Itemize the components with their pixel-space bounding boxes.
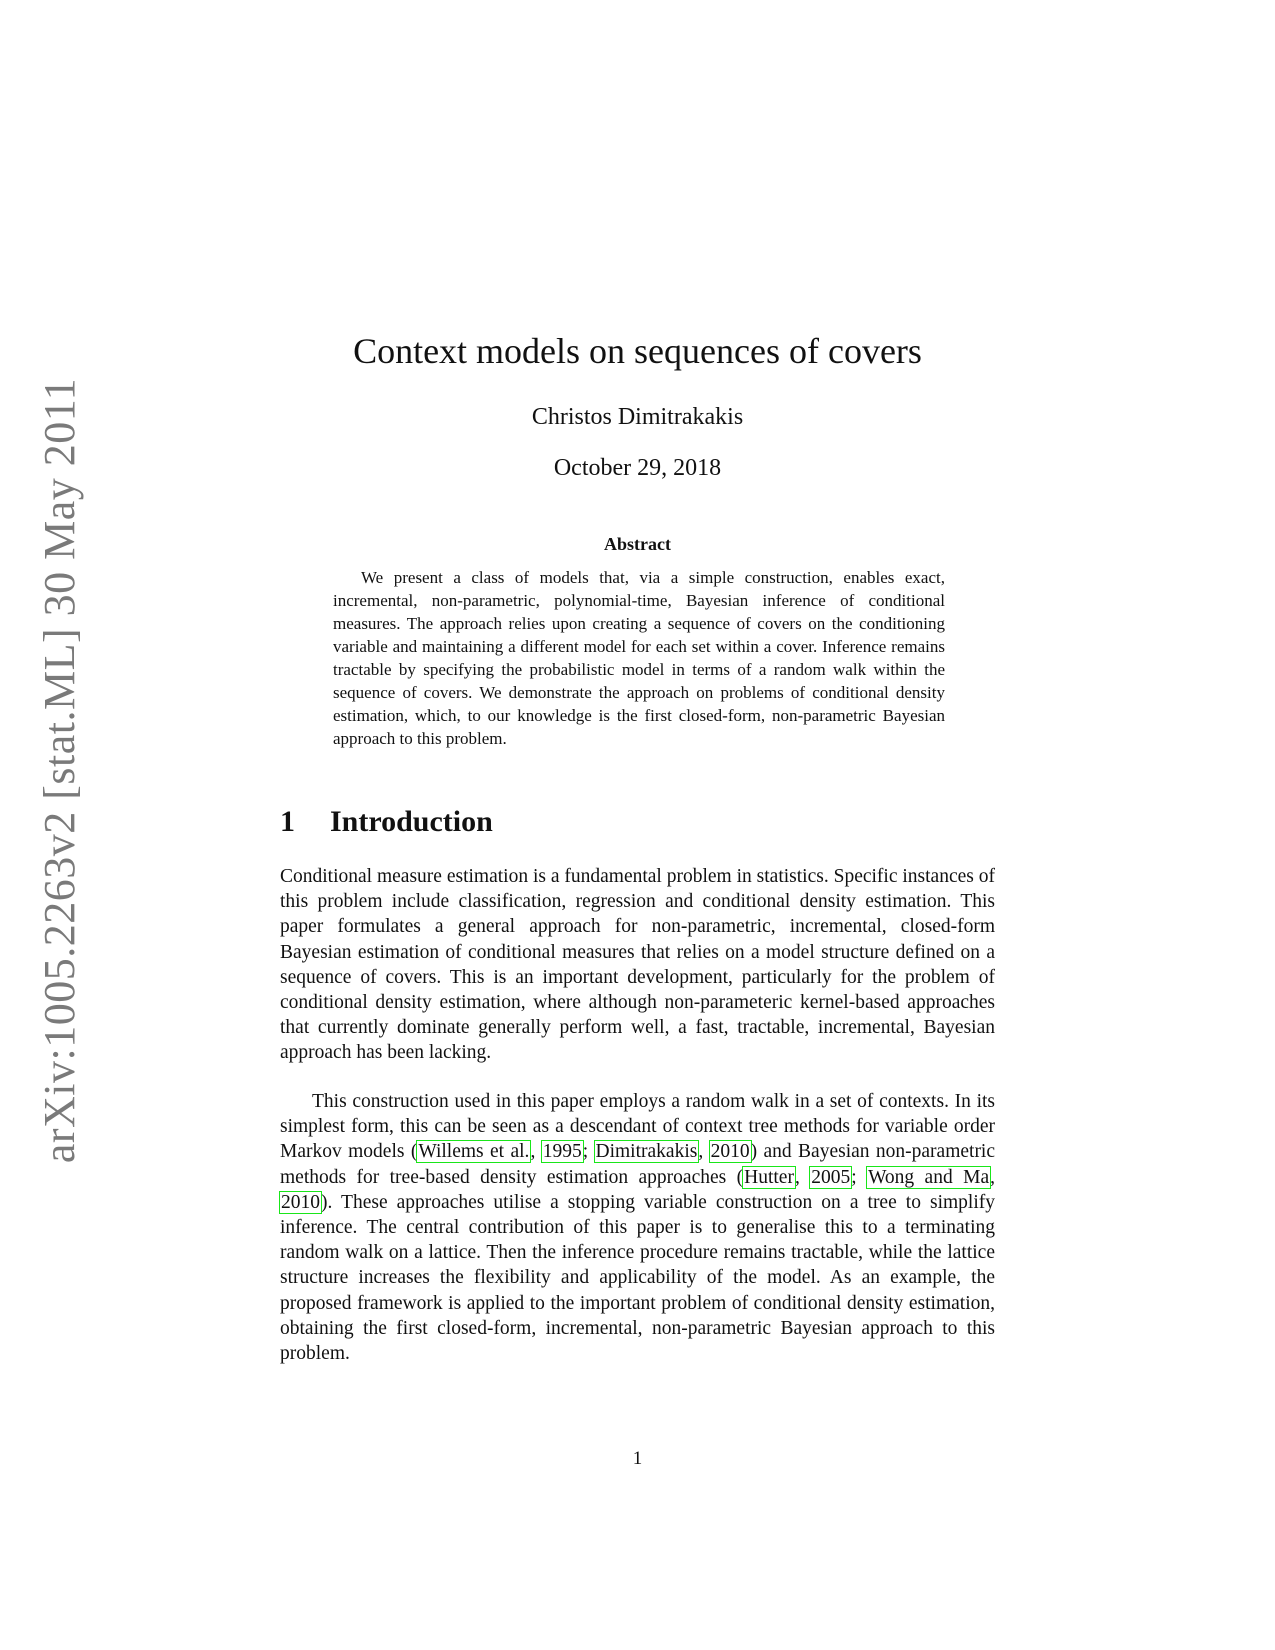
paragraph-text: ; (851, 1166, 868, 1188)
paper-date: October 29, 2018 (553, 455, 722, 481)
paragraph-text: , (794, 1166, 811, 1188)
citation-link[interactable]: Dimitrakakis (595, 1141, 698, 1163)
abstract-heading: Abstract (604, 534, 671, 554)
paragraph-text: , (530, 1141, 542, 1163)
paragraph-text: ; (582, 1141, 595, 1163)
citation-link[interactable]: Willems et al. (418, 1141, 530, 1163)
intro-paragraph-2 (280, 1089, 995, 1366)
paragraph-text: ). These approaches utilise a stopping variable construction on a tree to simplify inference. The central contribution of this paper is to generalise this to a terminating random walk on a lattice. Then the inference procedure remains tractable, while the lattice structure increases the flexibility and applicability of the model. As an example, the proposed framework is applied to the important problem of conditional density estimation, obtaining the first closed-form, incremental, non-parametric Bayesian approach to this problem. (280, 1191, 995, 1365)
section-heading (280, 805, 493, 839)
paragraph-text: , (698, 1141, 710, 1163)
paragraph-text: This construction used in this paper employs a random walk in a set of contexts. In its simplest form, this can be seen as a descendant of context tree methods for variable order Markov models ( (280, 1091, 995, 1163)
section-number: 1 (280, 805, 295, 838)
arxiv-stamp-text: arXiv:1005.2263v2 [stat.ML] 30 May 2011 (35, 377, 85, 1163)
citation-link[interactable]: Hutter (744, 1166, 794, 1188)
intro-paragraph-1: Conditional measure estimation is a fundamental problem in statistics. Specific instances of this problem include classification, regression and conditional density estimation. This paper formulates a general approach for non-parametric, incremental, closed-form Bayesian estimation of conditional measures that relies on a model structure defined on a sequence of covers. This is an important development, particularly for the problem of conditional density estimation, where although non-parameteric kernel-based approaches that currently dominate generally perform well, a fast, tractable, incremental, Bayesian approach has been lacking. (280, 866, 995, 1064)
section-title: Introduction (330, 805, 493, 838)
abstract-text: We present a class of models that, via a simple construction, enables exact, incremental, non-parametric, polynomial-time, Bayesian inference of conditional measures. The approach relies upon creating a sequence of covers on the conditioning variable and maintaining a different model for each set within a cover. Inference remains tractable by specifying the probabilistic model in terms of a random walk within the sequence of covers. We demonstrate the approach on problems of conditional density estimation, which, to our knowledge is the first closed-form, non-parametric Bayesian approach to this problem. (333, 568, 945, 748)
page-number: 1 (632, 1448, 643, 1469)
citation-link[interactable]: 2005 (811, 1166, 851, 1188)
arxiv-stamp (30, 370, 90, 1170)
citation-link[interactable]: Wong and Ma (868, 1166, 990, 1188)
author-name: Christos Dimitrakakis (531, 404, 744, 430)
citation-link[interactable]: 1995 (542, 1141, 582, 1163)
citation-link[interactable]: 2010 (281, 1191, 320, 1213)
paragraph-text: , (990, 1166, 995, 1188)
citation-link[interactable]: 2010 (710, 1141, 750, 1163)
paragraph-text: ) and Bayesian non-parametric methods for tree-based density estimation approaches ( (280, 1141, 996, 1188)
paper-title: Context models on sequences of covers (353, 331, 922, 371)
